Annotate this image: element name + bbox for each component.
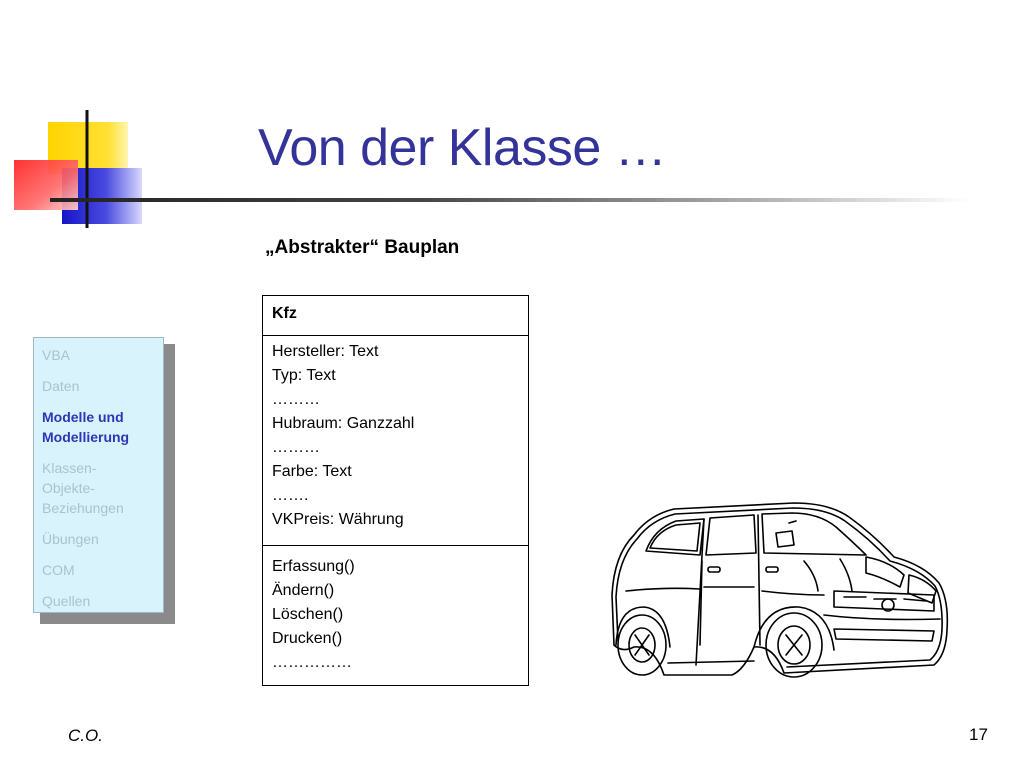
nav-item-uebungen[interactable]: Übungen: [42, 531, 99, 547]
title-underline: [50, 198, 970, 202]
uml-attribute: VKPreis: Währung: [272, 511, 404, 528]
uml-attributes: [263, 336, 528, 546]
uml-attribute: …….: [272, 487, 309, 504]
uml-method: Drucken(): [272, 630, 343, 647]
uml-methods: [263, 546, 528, 675]
uml-method: Löschen(): [272, 606, 344, 623]
nav-panel: [33, 337, 164, 613]
nav-item-com[interactable]: COM: [42, 562, 75, 578]
nav-item-vba[interactable]: VBA: [42, 347, 71, 363]
uml-method: Erfassung(): [272, 558, 355, 575]
uml-attribute: Typ: Text: [272, 367, 336, 384]
uml-class-name: Kfz: [263, 296, 528, 336]
color-squares-logo: [0, 0, 160, 240]
uml-attribute: ………: [272, 391, 320, 408]
nav-item-klassen[interactable]: Klassen-Objekte-Beziehungen: [42, 460, 124, 516]
uml-attribute: ………: [272, 439, 320, 456]
nav-item-quellen[interactable]: Quellen: [42, 593, 91, 609]
uml-method: ……………: [272, 654, 352, 671]
nav-item-daten[interactable]: Daten: [42, 378, 80, 394]
page-title: Von der Klasse …: [258, 119, 667, 177]
uml-attribute: Farbe: Text: [272, 463, 352, 480]
uml-attribute: Hubraum: Ganzzahl: [272, 415, 415, 432]
uml-attribute: Hersteller: Text: [272, 343, 379, 360]
nav-item-modelle[interactable]: Modelle und Modellierung: [42, 409, 130, 445]
subtitle: „Abstrakter“ Bauplan: [265, 237, 460, 258]
uml-method: Ändern(): [272, 582, 335, 599]
uml-class-diagram: [262, 295, 529, 686]
footer-author: C.O.: [68, 726, 103, 745]
car-outline-illustration: [604, 495, 954, 685]
page-number: 17: [969, 725, 988, 744]
